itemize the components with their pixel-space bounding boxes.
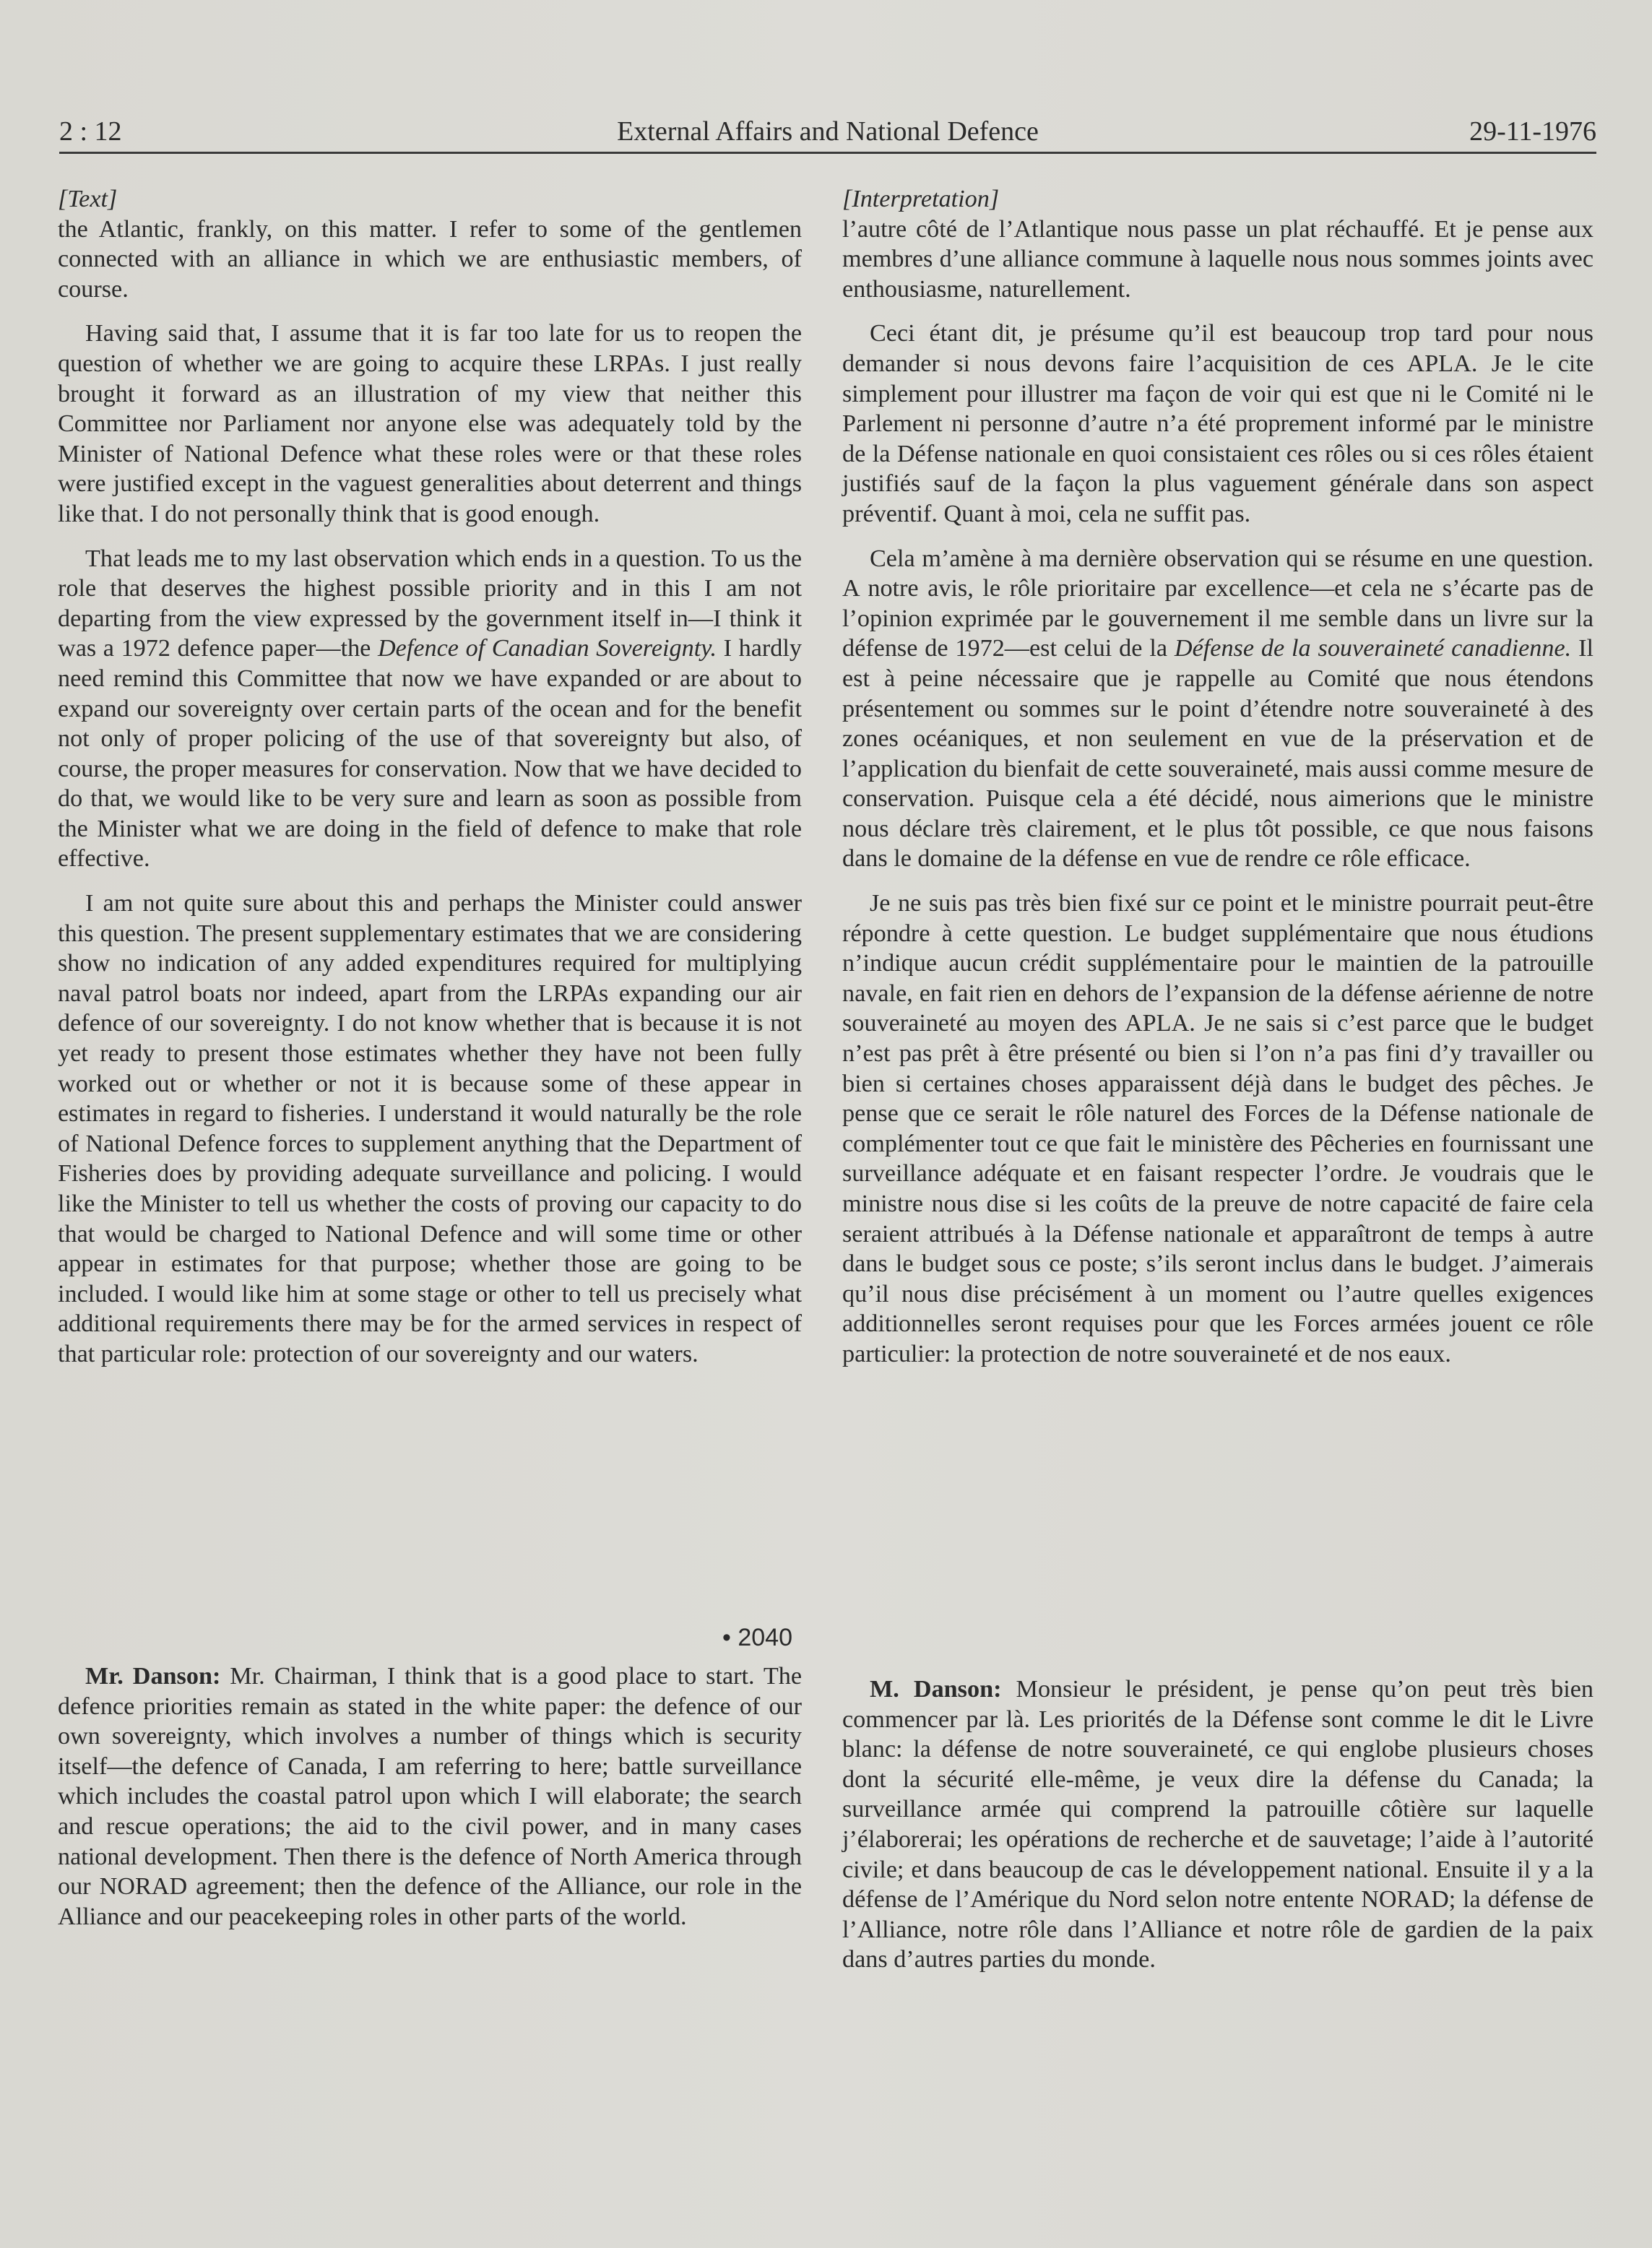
- paragraph: I am not quite sure about this and perhaps the Minister could answer this question. The present supplementary estimates that we are considering show no indication of any added expenditures required for multiplying naval patrol boats nor indeed, apart from the LRPAs expanding our air defence of our sovereignty. I do not know whether that is because it is not yet ready to present those estimates whether they have not been fully worked out or whether or not it is because some of these appear in estimates in regard to fisheries. I understand it would naturally be the role of National Defence forces to supplement anything that the Department of Fisheries does by providing adequate surveillance and policing. I would like the Minister to tell us whether the costs of proving our capacity to do that would be charged to National Defence and will some time or other appear in estimates for that purpose; whether those are going to be included. I would like him at some stage or other to tell us precisely what additional requirements there may be for the armed services in respect of that particular role: protection of our sovereignty and our waters.: [58, 890, 802, 1367]
- english-reply: [58, 1661, 802, 1932]
- paragraph: Mr. Danson: Mr. Chairman, I think that is a good place to start. The defence priorities remain as stated in the white paper: the defence of our own sovereignty, which involves a number of things which is security itself—the defence of Canada, I am referring to here; battle surveillance which includes the coastal patrol upon which I will elaborate; the search and rescue operations; the aid to the civil power, and in many cases national development. Then there is the defence of North America through our NORAD agreement; then the defence of the Alliance, our role in the Alliance and our peacekeeping roles in other parts of the world.: [58, 1663, 802, 1930]
- header-date: 29-11-1976: [1469, 116, 1596, 147]
- paragraph: M. Danson: Monsieur le président, je pense qu’on peut très bien commencer par là. Les priorités de la Défense sont comme le dit le Livre blanc: la défense de notre souveraineté, ce qui englobe plusieurs choses dont la sécurité elle-même, je veux dire la défense du Canada; la surveillance armée qui comprend la patrouille côtière sur laquelle j’élaborerai; les opérations de recherche et de sauvetage; l’aide à l’autorité civile; et dans beaucoup de cas le développement national. Ensuite il y a la défense de l’Amérique du Nord selon notre entente NORAD; la défense de l’Alliance, notre rôle dans l’Alliance et notre rôle de gardien de la paix dans d’autres parties du monde.: [842, 1676, 1593, 1974]
- document-title-italic: Defence of Canadian Sovereignty.: [377, 635, 717, 662]
- paragraph: Cela m’amène à ma dernière observation qui se résume en une question. A notre avis, le rôle prioritaire par excellence—et cela ne s’écarte pas de l’opinion exprimée par le gouvernement il me semble dans un livre sur la défense de 1972—est celui de la Défense de la souveraineté canadienne. Il est à peine nécessaire que je rappelle au Comité que nous étendons présentement ou sommes sur le point d’étendre notre souveraineté à des zones océaniques, et non seulement en vue de la préservation et de l’application du bienfait de cette souveraineté, mais aussi comme mesure de conservation. Puisque cela a été décidé, nous aimerions que le ministre nous déclare très clairement, et le plus tôt possible, ce que nous faisons dans le domaine de la défense en vue de rendre ce rôle efficace.: [842, 545, 1594, 873]
- page-number: 2 : 12: [59, 116, 122, 147]
- speaker-name: M. Danson:: [870, 1676, 1002, 1703]
- french-column: [842, 184, 1593, 1384]
- paragraph: the Atlantic, frankly, on this matter. I refer to some of the gentlemen connected with an alliance in which we are enthusiastic members, of course.: [58, 215, 802, 303]
- paragraph: Je ne suis pas très bien fixé sur ce point et le ministre pourrait peut-être répondre à cette question. Le budget supplémentaire que nous étudions n’indique aucun crédit supplémentaire pour le maintien de la patrouille navale, en fait rien en dehors de l’expansion de la défense aérienne de notre souveraineté au moyen des APLA. Je ne sais si c’est parce que le budget n’est pas prêt à être présenté ou bien si l’on n’a pas fini d’y travailler ou bien si certaines choses apparaissent déjà dans le budget des pêches. Je pense que ce serait le rôle naturel des Forces de la Défense nationale de complémenter tout ce que fait le ministère des Pêcheries en fournissant une surveillance adéquate et en faisant respecter l’ordre. Je voudrais que le ministre nous dise si les coûts de la preuve de notre capacité de faire cela seraient attribués à la Défense nationale et apparaîtront de temps à autre dans le budget sous ce poste; s’ils seront inclus dans le budget. J’aimerais qu’il nous dise précisément à un moment ou l’autre quelles exigences additionnelles seront requises pour que les Forces armées jouent ce rôle particulier: la protection de notre souveraineté et de nos eaux.: [842, 890, 1593, 1367]
- page-header: [59, 108, 1596, 154]
- english-column: [58, 184, 802, 1384]
- french-reply: [842, 1674, 1593, 1975]
- document-title-italic: Défense de la souveraineté canadienne.: [1174, 635, 1572, 662]
- paragraph: Ceci étant dit, je présume qu’il est beaucoup trop tard pour nous demander si nous devons faire l’acquisition de ces APLA. Je le cite simplement pour illustrer ma façon de voir qui est que ni le Comité ni le Parlement ni personne d’autre n’a été proprement informé par le ministre de la Défense nationale en quoi consistaient ces rôles ou si ces rôles étaient justifiés sauf de la façon la plus vaguement générale dans son aspect préventif. Quant à moi, cela ne suffit pas.: [842, 320, 1593, 527]
- running-title: External Affairs and National Defence: [617, 116, 1039, 147]
- time-marker: • 2040: [722, 1624, 792, 1651]
- text-tag: [Text]: [58, 186, 118, 212]
- paragraph: l’autre côté de l’Atlantique nous passe un plat réchauffé. Et je pense aux membres d’une alliance commune à laquelle nous nous sommes joints avec enthousiasme, naturellement.: [842, 215, 1593, 303]
- paragraph: That leads me to my last observation which ends in a question. To us the role that deserves the highest possible priority and in this I am not departing from the view expressed by the government itself in—I think it was a 1972 defence paper—the Defence of Canadian Sovereignty. I hardly need remind this Committee that now we have expanded or are about to expand our sovereignty over certain parts of the ocean and for the benefit not only of proper policing of the use of that sovereignty but also, of course, the proper measures for conservation. Now that we have decided to do that, we would like to be very sure and learn as soon as possible from the Minister what we are doing in the field of defence to make that role effective.: [58, 545, 802, 873]
- speaker-name: Mr. Danson:: [85, 1663, 221, 1690]
- paragraph: Having said that, I assume that it is far too late for us to reopen the question of whether we are going to acquire these LRPAs. I just really brought it forward as an illustration of my view that neither this Committee nor Parliament nor anyone else was adequately told by the Minister of National Defence what these roles were or that these roles were justified except in the vaguest generalities about deterrent and things like that. I do not personally think that is good enough.: [58, 320, 802, 527]
- interpretation-tag: [Interpretation]: [842, 186, 1000, 212]
